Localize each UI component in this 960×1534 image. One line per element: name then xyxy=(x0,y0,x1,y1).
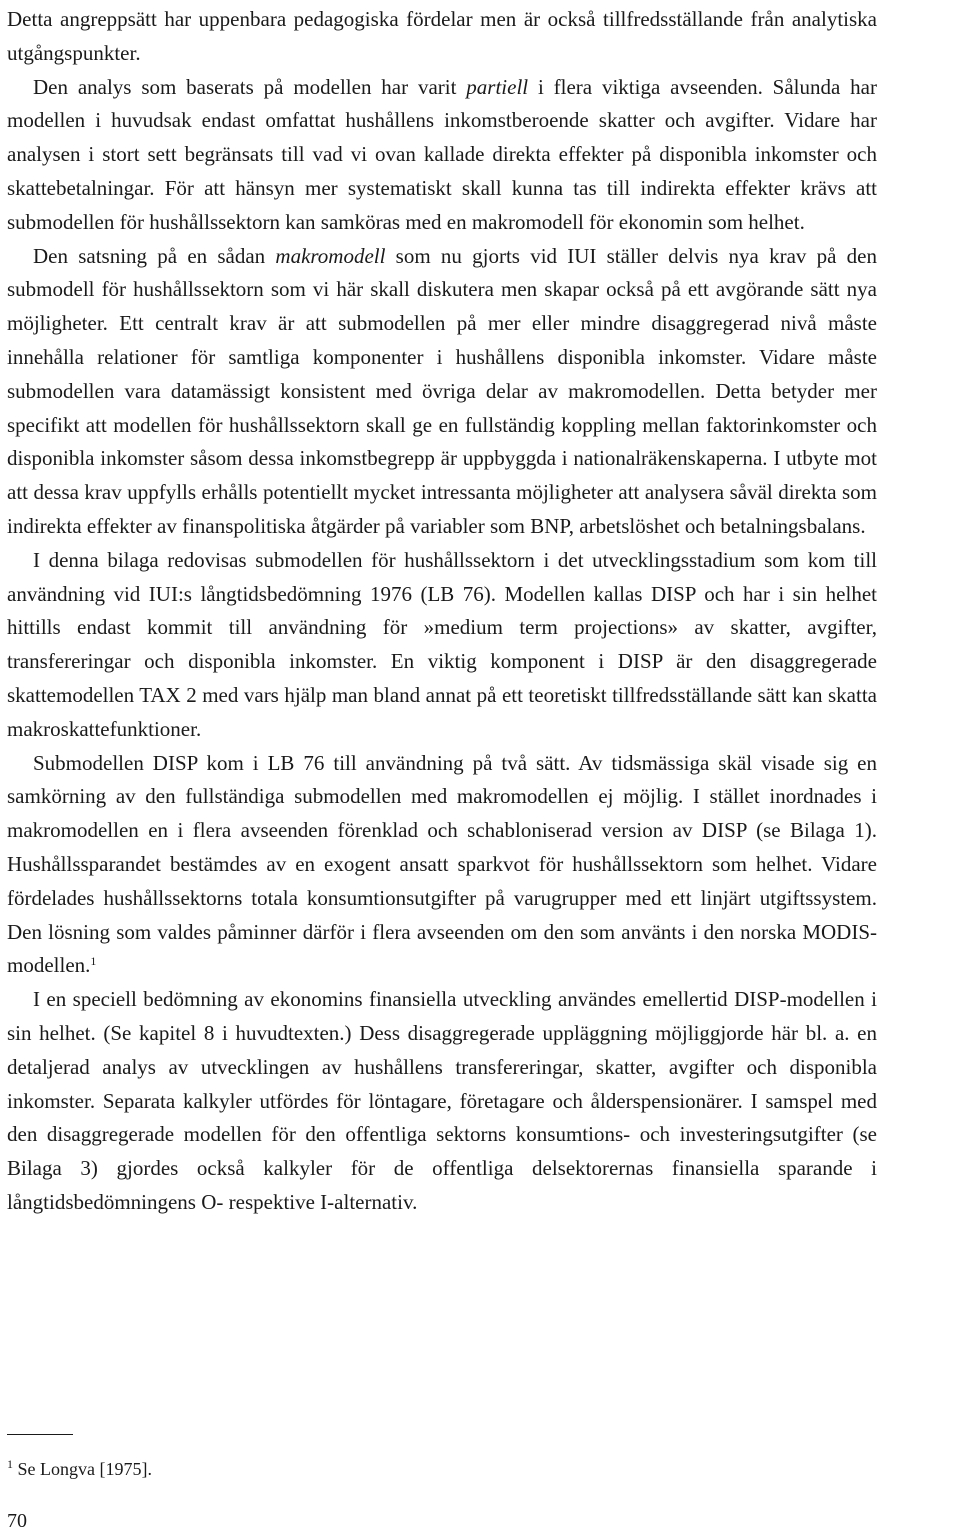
emphasized-term: partiell xyxy=(466,74,529,99)
text-run: I denna bilaga redovisas submodellen för hushållssektorn i det utvecklingsstadium som kom till användning vid IUI:s långtidsbedömning 1976 (LB 76). Modellen kallas DISP och har i sin helhet hittills endast kommit till användning för »medium term projections» av skatter, avgifter, transfereringar och disponibla inkomster. En viktig komponent i DISP är den disaggregerade skattemodellen TAX 2 med vars hjälp man bland annat på ett teoretiskt tillfredsställande sätt kan skatta makroskattefunktioner. xyxy=(7,547,877,741)
text-run: Den satsning på en sådan xyxy=(33,243,276,268)
paragraph xyxy=(7,240,877,544)
paragraph xyxy=(7,747,877,984)
footnote-reference: 1 xyxy=(90,954,97,969)
text-run: i flera viktiga avseenden. Sålunda har modellen i huvudsak endast omfattat hushållens inkomstberoende skatter och avgifter. Vidare har analysen i stort sett begränsats till vad vi ovan kallade direkta effekter på disponibla inkomster och skattebetalningar. För att hänsyn mer systematiskt skall kunna tas till indirekta effekter krävs att submodellen för hushållssektorn kan samköras med en makromodell för ekonomin som helhet. xyxy=(7,74,877,234)
footnote-text: Se Longva [1975]. xyxy=(17,1459,152,1479)
text-run: Den analys som baserats på modellen har varit xyxy=(33,74,467,99)
text-run: I en speciell bedömning av ekonomins finansiella utveckling användes emellertid DISP-modellen i sin helhet. (Se kapitel 8 i huvudtexten.) Dess disaggregerade uppläggning möjliggjorde här bl. a. en detaljerad analys av utvecklingen av hushållens transfereringar, skatter, avgifter och disponibla inkomster. Separata kalkyler utfördes för löntagare, företagare och ålderspensionärer. I samspel med den disaggregerade modellen för den offentliga sektorns konsumtions- och investeringsutgifter (se Bilaga 3) gjordes också kalkyler för de offentliga delsektorernas finansiella sparande i långtidsbedömningens O- respektive I-alternativ. xyxy=(7,987,877,1214)
footnote xyxy=(7,1456,152,1482)
text-run: Detta angreppsätt har uppenbara pedagogiska fördelar men är också tillfredsställande från analytiska utgångspunkter. xyxy=(7,7,877,65)
paragraph xyxy=(7,3,877,71)
emphasized-term: makromodell xyxy=(275,243,386,268)
text-run: som nu gjorts vid IUI ställer delvis nya krav på den submodell för hushållssektorn som vi här skall diskutera men skapar också på ett avgörande sätt nya möjligheter. Ett centralt krav är att submodellen på mer eller mindre disaggregerad nivå måste innehålla relationer för samtliga komponenter i hushållens disponibla inkomster. Vidare måste submodellen vara datamässigt konsistent med övriga delar av makromodellen. Detta betyder mer specifikt att modellen för hushållssektorn skall ge en fullständig koppling mellan faktorinkomster och disponibla inkomster såsom dessa inkomstbegrepp är uppbyggda i nationalräkenskaperna. I utbyte mot att dessa krav uppfylls erhålls potentiellt mycket intressanta möjligheter att analysera såväl direkta som indirekta effekter av finanspolitiska åtgärder på variabler som BNP, arbetslöshet och betalningsbalans. xyxy=(7,243,878,538)
body-text xyxy=(7,3,877,1220)
footnote-divider xyxy=(7,1434,73,1435)
paragraph xyxy=(7,71,877,240)
page-number: 70 xyxy=(7,1510,27,1532)
paragraph xyxy=(7,544,877,747)
paragraph xyxy=(7,983,877,1220)
footnote-mark: 1 xyxy=(7,1457,13,1471)
text-run: Submodellen DISP kom i LB 76 till användning på två sätt. Av tidsmässiga skäl visade sig en samkörning av den fullständiga submodellen med makromodellen ej möjlig. I stället inordnades i makromodellen en i flera avseenden förenklad och schabloniserad version av DISP (se Bilaga 1). Hushållssparandet bestämdes av en exogent ansatt sparkvot för hushållssektorn som helhet. Vidare fördelades hushållssektorns totala konsumtionsutgifter på varugrupper med ett linjärt utgiftssystem. Den lösning som valdes påminner därför i flera avseenden om den som använts i den norska MODIS-modellen. xyxy=(7,750,877,978)
